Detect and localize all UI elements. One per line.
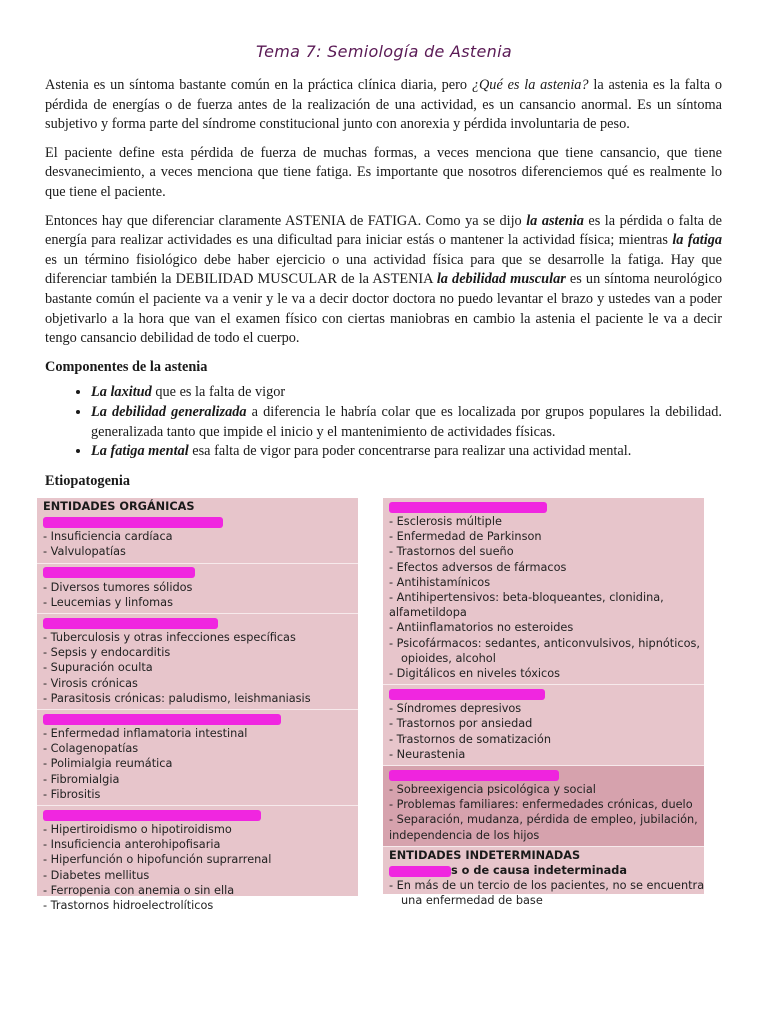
table-section	[383, 498, 704, 685]
table-line: - Antiinflamatorios no esteroides	[389, 621, 574, 635]
highlighted-subheader	[43, 514, 352, 529]
table-section	[383, 847, 704, 912]
component-term: La debilidad generalizada	[91, 403, 247, 420]
table-line: - Insuficiencia cardíaca	[43, 530, 173, 544]
etiopatogenia-heading: Etiopatogenia	[45, 472, 130, 489]
highlighted-subheader	[389, 499, 698, 514]
term-fatiga: la fatiga	[672, 232, 722, 249]
table-line: - Digitálicos en niveles tóxicos	[389, 667, 561, 681]
table-line: - Insuficiencia anterohipofisaria	[43, 838, 221, 852]
highlighted-subheader	[43, 615, 352, 630]
table-line: - Leucemias y linfomas	[43, 595, 173, 609]
table-line: - Diabetes mellitus	[43, 868, 150, 882]
text-run: es un síntoma neurológico bastante común el paciente va a venir y le va a decir doctor doctora no puedo levantar el brazo y ustedes van a poder objetivarlo a la hora que van el examen físico con ciertas maniobras en cambio la astenia el paciente le va a decir tengo cansancio debilidad de todo el cuerpo.	[45, 271, 723, 347]
components-heading: Componentes de la astenia	[45, 358, 208, 375]
table-line: - Hipertiroidismo o hipotiroidismo	[43, 823, 232, 837]
table-line: - Valvulopatías	[43, 545, 126, 559]
table-line: - Trastornos de somatización	[389, 732, 551, 746]
table-line: - Colagenopatías	[43, 742, 139, 756]
text-run: es un término fisiológico debe haber ejercicio o una actividad física para que se desarrolle la fatiga. Hay que diferenciar también la DEBILIDAD MUSCULAR de la ASTENIA	[45, 251, 722, 288]
table-line: - Enfermedad de Parkinson	[389, 530, 542, 544]
text-run: es la pérdida o falta de energía para realizar actividades es una dificultad para iniciar estás o mantener la actividad física; mientras	[45, 212, 722, 249]
subheader-text: s o de causa indeterminada	[451, 864, 627, 878]
highlighted-subheader	[389, 863, 698, 878]
text-run: Entonces hay que diferenciar claramente ASTENIA de FATIGA. Como ya se dijo	[45, 212, 527, 229]
table-line: - Fibrositis	[43, 787, 101, 801]
table-line: - Polimialgia reumática	[43, 757, 173, 771]
table-header: ENTIDADES ORGÁNICAS	[43, 500, 195, 513]
component-text: que es la falta de vigor	[151, 384, 286, 401]
question-text: ¿Qué es la astenia?	[471, 77, 589, 93]
table-line: - Neurastenia	[389, 747, 466, 761]
table-line: - Tuberculosis y otras infecciones específicas	[43, 631, 296, 645]
table-line: - Efectos adversos de fármacos	[389, 560, 567, 574]
table-line: - Síndromes depresivos	[389, 702, 522, 716]
list-item	[91, 383, 722, 403]
table-line: - Psicofármacos: sedantes, anticonvulsivos, hipnóticos,	[389, 636, 700, 650]
paragraph-patient: El paciente define esta pérdida de fuerza de muchas formas, a veces menciona que tiene cansancio, que tiene desvanecimiento, a veces menciona que tiene fatiga. Es importante que nosotros diferenciemos qué es realmente lo que tiene el paciente.	[45, 144, 722, 200]
table-line: - Hiperfunción o hipofunción suprarrenal	[43, 853, 272, 867]
table-line: - Parasitosis crónicas: paludismo, leishmaniasis	[43, 691, 311, 705]
table-line: - Problemas familiares: enfermedades crónicas, duelo	[389, 798, 693, 812]
highlighted-subheader	[389, 686, 698, 701]
table-line: - Separación, mudanza, pérdida de empleo, jubilación, independencia de los hijos	[389, 813, 698, 842]
organic-entities-table	[37, 498, 358, 913]
component-term: La fatiga mental	[91, 443, 189, 460]
table-line: - Trastornos hidroelectrolíticos	[43, 899, 214, 913]
component-text: a diferencia le habría colar que es localizada por grupos populares la debilidad. generalizada tanto que impide el inicio y el mantenimiento de actividades físicas.	[91, 403, 722, 440]
table-line: - Supuración oculta	[43, 661, 153, 675]
table-line: - Sobreexigencia psicológica y social	[389, 783, 596, 797]
page-title: Tema 7: Semiología de Astenia	[256, 42, 512, 61]
component-term: La laxitud	[91, 384, 152, 401]
table-line: - Trastornos del sueño	[389, 545, 514, 559]
table-section	[37, 806, 358, 916]
list-item	[91, 442, 722, 462]
paragraph-difference	[45, 212, 722, 349]
table-section	[37, 710, 358, 806]
table-section	[37, 564, 358, 614]
term-debilidad: la debilidad muscular	[436, 271, 566, 288]
highlighted-subheader	[389, 767, 698, 782]
highlighted-subheader	[43, 807, 352, 822]
table-line: - Ferropenia con anemia o sin ella	[43, 883, 235, 897]
table-line: - Antihistamínicos	[389, 575, 491, 589]
table-line: - Esclerosis múltiple	[389, 515, 502, 528]
table-line: - Sepsis y endocarditis	[43, 646, 171, 660]
table-section	[37, 614, 358, 710]
highlighted-subheader	[43, 565, 352, 580]
highlighted-subheader	[43, 711, 352, 726]
list-item	[91, 403, 722, 442]
table-line: - Trastornos por ansiedad	[389, 717, 533, 731]
component-text: esa falta de vigor para poder concentrarse para realizar una actividad mental.	[188, 443, 632, 460]
table-line: - Diversos tumores sólidos	[43, 580, 193, 594]
text-run: Astenia es un síntoma bastante común en la práctica clínica diaria, pero	[45, 77, 472, 93]
components-list	[45, 383, 722, 461]
document-body	[45, 76, 722, 497]
text-run: la astenia es la falta o pérdida de energías o de fuerza antes de la realización de una actividad, es un cansancio anormal. Es un síntoma subjetivo y forma parte del síndrome constitucional junto con anorexia y pérdida involuntaria de peso.	[45, 77, 723, 133]
table-line: opioides, alcohol	[401, 651, 496, 665]
table-line: - Antihipertensivos: beta-bloqueantes, clonidina, alfametildopa	[389, 591, 664, 620]
table-line: - Enfermedad inflamatoria intestinal	[43, 727, 248, 741]
table-line: - Virosis crónicas	[43, 676, 138, 690]
table-section	[383, 766, 704, 847]
table-line: una enfermedad de base	[401, 894, 543, 908]
table-header: ENTIDADES INDETERMINADAS	[389, 848, 581, 862]
term-astenia: la astenia	[526, 212, 584, 229]
other-entities-table	[383, 498, 705, 908]
table-line: - En más de un tercio de los pacientes, no se encuentra	[389, 879, 705, 893]
table-section	[37, 498, 358, 564]
table-line: - Fibromialgia	[43, 772, 120, 786]
paragraph-intro	[45, 76, 722, 135]
table-section	[383, 685, 704, 766]
